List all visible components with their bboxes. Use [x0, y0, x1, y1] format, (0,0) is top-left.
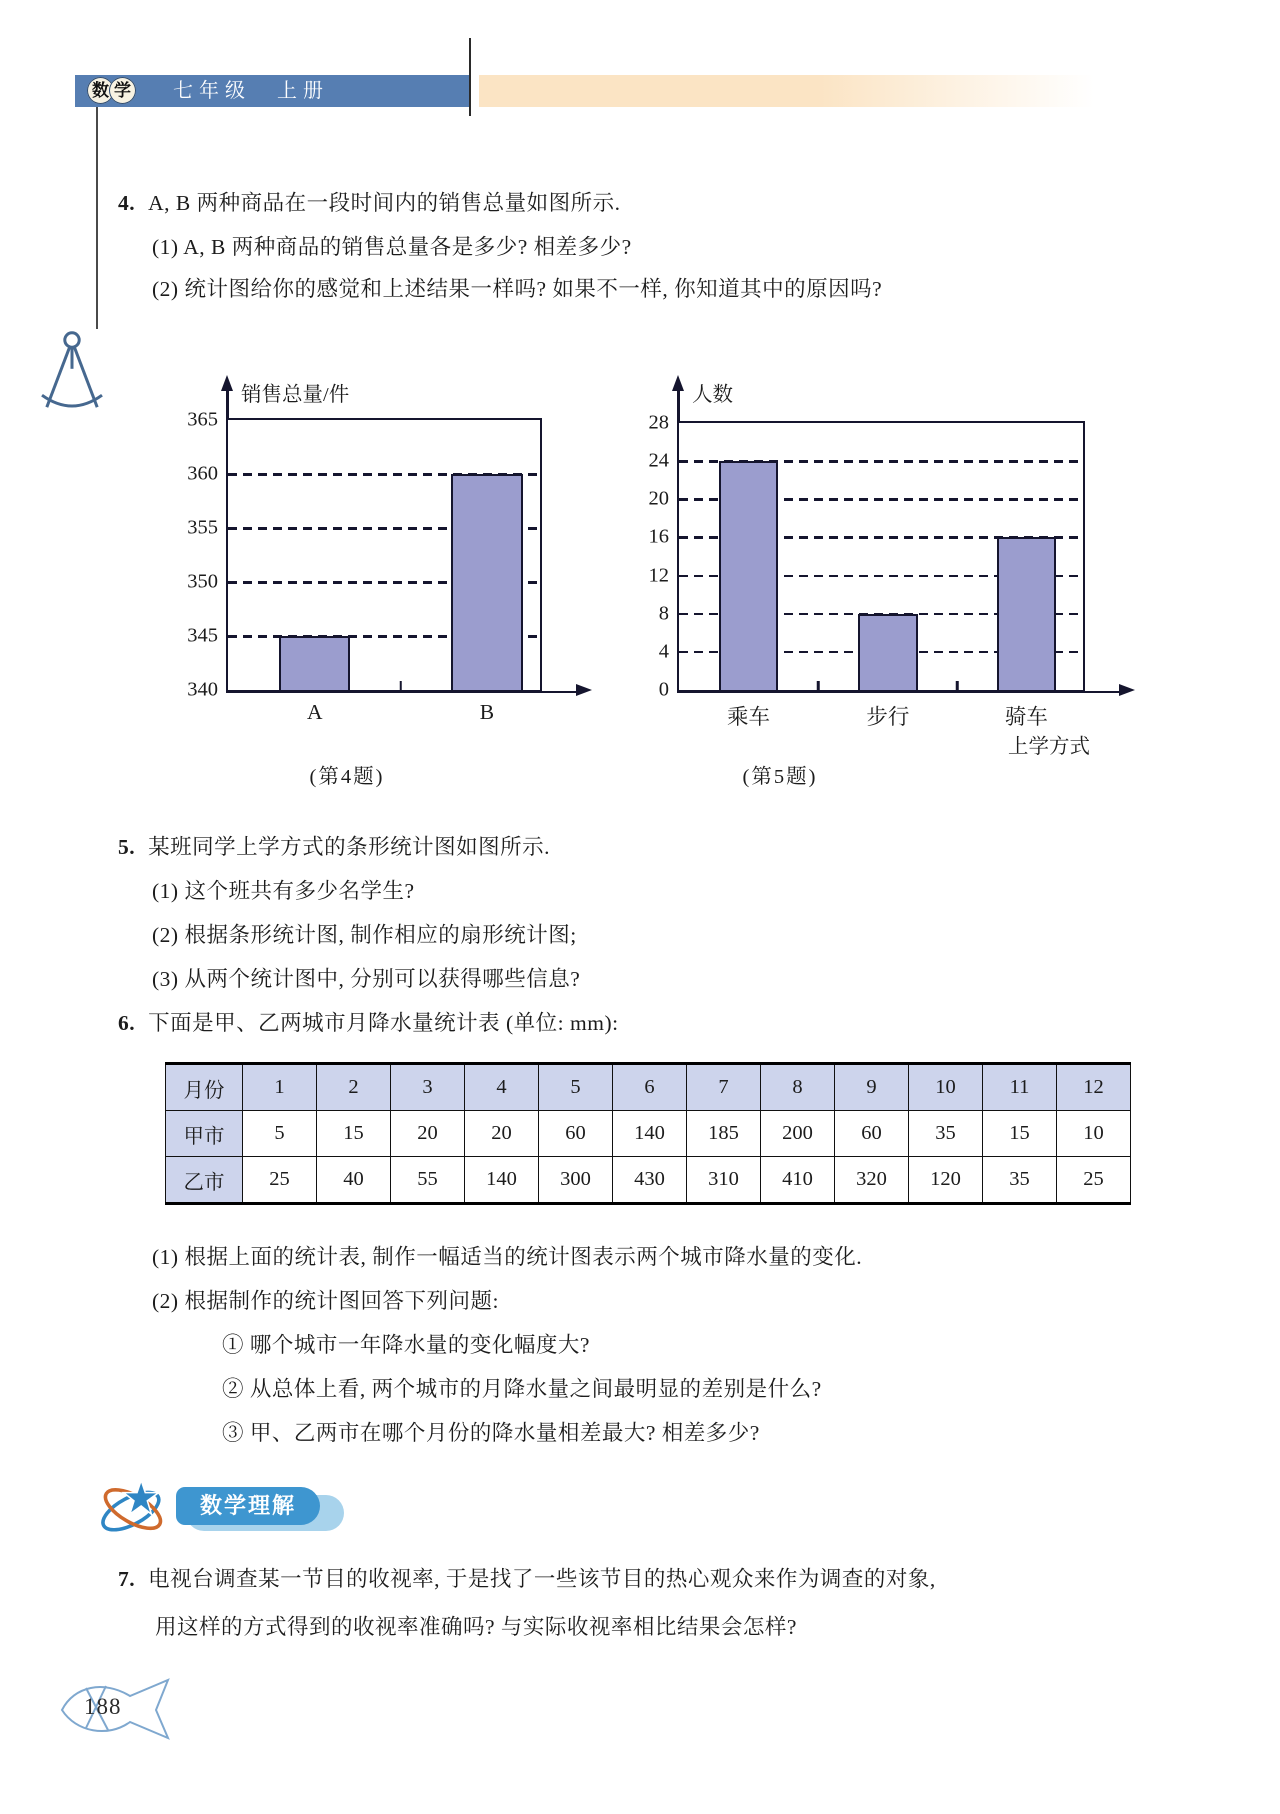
table-cell: 35	[909, 1111, 983, 1157]
y-axis-label: 人数	[692, 384, 733, 406]
table-cell: 140	[465, 1157, 539, 1204]
problem-5-item-3: (3) 从两个统计图中, 分别可以获得哪些信息?	[152, 967, 581, 991]
category-label: 乘车	[726, 705, 770, 729]
y-tick-label: 20	[648, 487, 669, 510]
header-title: 七年级 上册	[173, 80, 329, 102]
rainfall-table	[165, 1062, 1131, 1205]
plot-area	[187, 408, 542, 724]
x-axis-line	[542, 691, 578, 694]
subject-logo	[87, 77, 147, 105]
problem-6-item-2: (2) 根据制作的统计图回答下列问题:	[152, 1289, 499, 1313]
table-cell: 60	[835, 1111, 909, 1157]
table-cell: 430	[613, 1157, 687, 1204]
bar	[279, 636, 350, 690]
problem-5-number: 5.	[118, 835, 136, 859]
y-tick-label: 350	[187, 570, 218, 593]
table-cell: 20	[391, 1111, 465, 1157]
bar	[997, 537, 1056, 690]
table-cell: 320	[835, 1157, 909, 1204]
problem-6-sub-3: ③ 甲、乙两市在哪个月份的降水量相差最大? 相差多少?	[222, 1421, 760, 1445]
y-tick-label: 355	[187, 516, 218, 539]
table-cell: 10	[1057, 1111, 1131, 1157]
logo-circle-1: 数	[87, 77, 114, 104]
problem-4-text: 4. A, B 两种商品在一段时间内的销售总量如图所示.	[118, 191, 621, 215]
table-row	[166, 1157, 1131, 1204]
table-header-cell: 甲市	[166, 1111, 243, 1157]
x-axis-arrow-icon	[576, 684, 592, 696]
table-cell: 5	[243, 1111, 317, 1157]
page-number: 188	[84, 1694, 122, 1719]
x-axis-line	[1085, 691, 1121, 694]
problem-7-number: 7.	[118, 1567, 136, 1591]
table-row	[166, 1111, 1131, 1157]
x-axis-tick	[817, 681, 820, 690]
table-cell: 200	[761, 1111, 835, 1157]
table-cell: 55	[391, 1157, 465, 1204]
problem-5-item-2: (2) 根据条形统计图, 制作相应的扇形统计图;	[152, 923, 577, 947]
table-header-cell: 月份	[166, 1064, 243, 1111]
table-header-cell: 1	[243, 1064, 317, 1111]
y-tick-label: 8	[658, 602, 669, 625]
y-tick-label: 24	[648, 449, 669, 472]
table-header-cell: 5	[539, 1064, 613, 1111]
problem-4-item-2: (2) 统计图给你的感觉和上述结果一样吗? 如果不一样, 你知道其中的原因吗?	[152, 277, 883, 301]
table-cell: 185	[687, 1111, 761, 1157]
table-cell: 15	[317, 1111, 391, 1157]
table-cell: 20	[465, 1111, 539, 1157]
table-header-cell: 9	[835, 1064, 909, 1111]
table-header-cell: 12	[1057, 1064, 1131, 1111]
compass-icon	[30, 328, 114, 424]
logo-circle-2: 学	[109, 77, 136, 104]
y-tick-label: 0	[658, 678, 669, 701]
bar	[858, 614, 917, 690]
table-header-cell: 7	[687, 1064, 761, 1111]
table-cell: 15	[983, 1111, 1057, 1157]
table-cell: 310	[687, 1157, 761, 1204]
atom-star-icon	[96, 1474, 174, 1540]
header-bar	[75, 75, 471, 107]
bar	[451, 474, 522, 690]
y-tick-label: 340	[187, 678, 218, 701]
problem-6-item-1: (1) 根据上面的统计表, 制作一幅适当的统计图表示两个城市降水量的变化.	[152, 1245, 863, 1269]
table-cell: 60	[539, 1111, 613, 1157]
table-cell: 120	[909, 1157, 983, 1204]
problem-4-number: 4.	[118, 191, 136, 215]
table-header-cell: 10	[909, 1064, 983, 1111]
table-cell: 410	[761, 1157, 835, 1204]
problem-6-sub-2: ② 从总体上看, 两个城市的月降水量之间最明显的差别是什么?	[222, 1377, 822, 1401]
bar-chart-sales	[165, 325, 585, 795]
y-tick-label: 28	[648, 411, 669, 434]
table-header-cell: 8	[761, 1064, 835, 1111]
y-tick-label: 16	[648, 525, 669, 548]
y-axis-label: 销售总量/件	[241, 384, 350, 406]
table-cell: 35	[983, 1157, 1057, 1204]
category-label: 骑车	[1004, 705, 1048, 729]
problem-5-text: 5. 某班同学上学方式的条形统计图如图所示.	[118, 835, 551, 859]
y-tick-label: 12	[648, 564, 669, 587]
bar-chart-commute	[610, 325, 1130, 795]
x-axis-arrow-icon	[1119, 684, 1135, 696]
y-tick-label: 345	[187, 624, 218, 647]
y-axis-arrow-icon	[221, 375, 233, 391]
category-label: 步行	[866, 705, 910, 729]
y-axis-arrow-icon	[672, 375, 684, 391]
problem-4-item-1: (1) A, B 两种商品的销售总量各是多少? 相差多少?	[152, 235, 632, 259]
x-axis-label: 上学方式	[1008, 736, 1090, 758]
x-axis-tick	[400, 681, 403, 690]
chart-caption: (第4题)	[309, 766, 385, 788]
problem-6-text: 6. 下面是甲、乙两城市月降水量统计表 (单位: mm):	[118, 1011, 619, 1035]
problem-6-number: 6.	[118, 1011, 136, 1035]
table-header-cell: 2	[317, 1064, 391, 1111]
plot-area	[648, 411, 1085, 729]
table-row	[166, 1064, 1131, 1111]
category-label: B	[479, 700, 495, 724]
problem-7-line-1: 7. 电视台调查某一节目的收视率, 于是找了一些该节目的热心观众来作为调查的对象,	[118, 1567, 936, 1591]
problem-6-sub-1: ① 哪个城市一年降水量的变化幅度大?	[222, 1333, 590, 1357]
table-cell: 40	[317, 1157, 391, 1204]
table-header-cell: 乙市	[166, 1157, 243, 1204]
table-cell: 25	[243, 1157, 317, 1204]
y-axis-line	[226, 391, 229, 418]
problem-5-item-1: (1) 这个班共有多少名学生?	[152, 879, 415, 903]
chart-caption: (第5题)	[742, 766, 818, 788]
x-axis-tick	[956, 681, 959, 690]
header-divider-line	[469, 38, 471, 116]
table-cell: 140	[613, 1111, 687, 1157]
bar	[719, 461, 778, 690]
table-header-cell: 3	[391, 1064, 465, 1111]
margin-rule	[96, 107, 98, 329]
math-understanding-badge: 数学理解	[176, 1487, 320, 1525]
y-tick-label: 360	[187, 462, 218, 485]
y-tick-label: 4	[658, 640, 669, 663]
table-header-cell: 11	[983, 1064, 1057, 1111]
table-cell: 300	[539, 1157, 613, 1204]
table-cell: 25	[1057, 1157, 1131, 1204]
table-header-cell: 4	[465, 1064, 539, 1111]
category-label: A	[306, 700, 323, 724]
problem-7-line-2: 用这样的方式得到的收视率准确吗? 与实际收视率相比结果会怎样?	[155, 1615, 797, 1639]
header-accent-bar	[479, 75, 1094, 107]
y-axis-line	[677, 391, 680, 421]
table-header-cell: 6	[613, 1064, 687, 1111]
y-tick-label: 365	[187, 408, 218, 431]
